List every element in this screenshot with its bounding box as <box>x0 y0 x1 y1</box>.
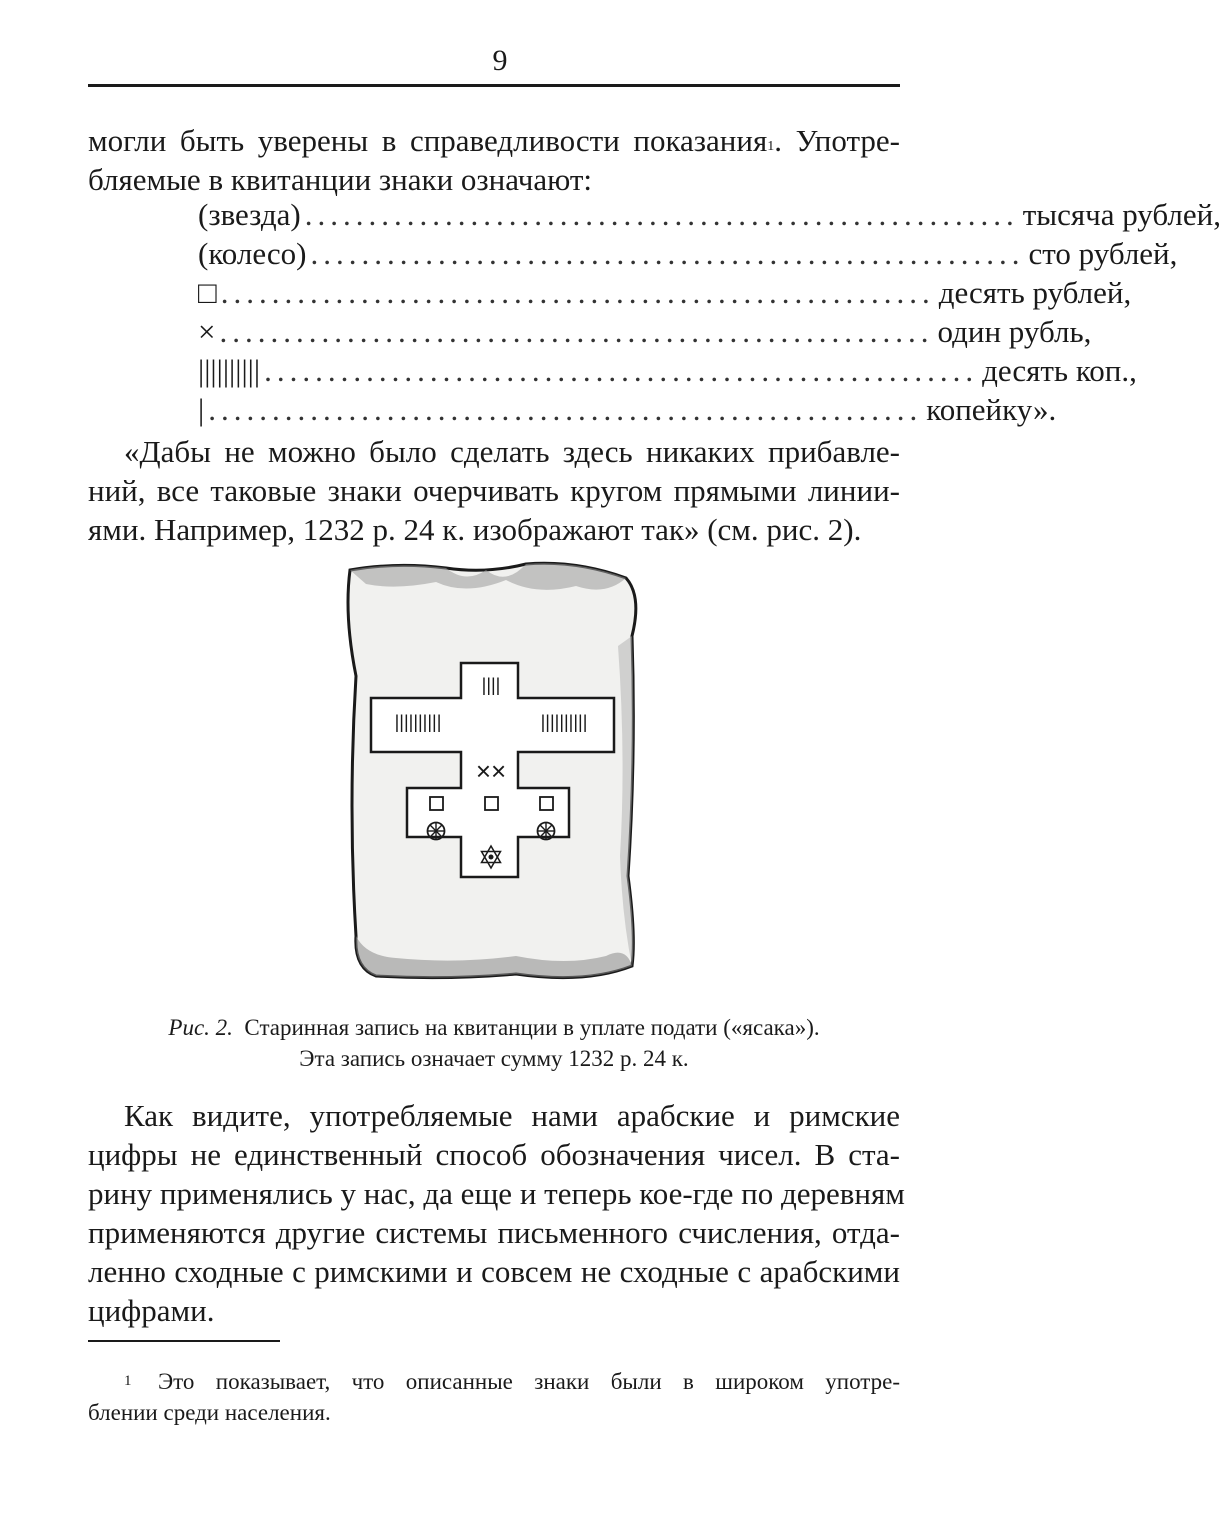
legend-leader-dots: ........................................................ <box>220 275 935 310</box>
hundred-ruble-wheel-icon <box>538 823 555 840</box>
quote-line: ями. Например, 1232 р. 24 к. изображают так» (см. рис. 2). <box>88 512 862 547</box>
footnote <box>88 1366 900 1428</box>
footnote-rule <box>88 1340 280 1342</box>
caption-label: Рис. 2. <box>168 1015 233 1040</box>
legend-symbol: (звезда) <box>198 197 301 232</box>
legend-row <box>198 314 1092 353</box>
legend-row <box>198 197 1221 236</box>
figure-caption <box>88 1012 900 1074</box>
legend-symbol: (колесо) <box>198 236 307 271</box>
header-rule <box>88 84 900 87</box>
legend-value: копейку». <box>926 392 1057 427</box>
paragraph-line: Как видите, употребляемые нами арабские и римские <box>124 1098 900 1133</box>
caption-line-1: Рис. 2. Старинная запись на квитанции в уплате подати («ясака»). <box>168 1015 820 1040</box>
receipt-illustration <box>336 556 654 992</box>
page-number: 9 <box>492 44 508 77</box>
legend-leader-dots: ........................................................ <box>219 314 934 349</box>
legend-row <box>198 353 1137 392</box>
paragraph-line: цифрами. <box>88 1293 215 1328</box>
legend-leader-dots: ........................................................ <box>310 236 1025 271</box>
left-tally-marks: |||||||||| <box>394 712 442 732</box>
legend-value: десять коп., <box>982 353 1137 388</box>
right-tally-marks: |||||||||| <box>540 712 588 732</box>
intro-paragraph <box>88 121 900 199</box>
top-tally-marks: |||| <box>481 675 501 695</box>
legend-leader-dots: ........................................................ <box>304 197 1019 232</box>
legend-symbol: × <box>198 314 216 349</box>
paragraph-line: цифры не единственный способ обозначения чисел. В ста- <box>88 1137 900 1172</box>
footnote-reference: 1 <box>767 139 775 154</box>
quote-paragraph <box>88 432 900 549</box>
quote-line: ний, все таковые знаки очерчивать кругом прямыми линии- <box>88 473 900 508</box>
caption-line-2: Эта запись означает сумму 1232 р. 24 к. <box>299 1046 689 1071</box>
symbol-legend <box>198 197 1221 431</box>
body-paragraph <box>88 1096 905 1330</box>
paragraph-line: ленно сходные с римскими и совсем не сходные с арабскими <box>88 1254 900 1289</box>
legend-value: тысяча рублей, <box>1022 197 1221 232</box>
footnote-line-2: блении среди населения. <box>88 1400 331 1425</box>
intro-line-2: бляемые в квитанции знаки означают: <box>88 162 593 197</box>
legend-row <box>198 392 1057 431</box>
legend-leader-dots: ........................................................ <box>264 353 979 388</box>
intro-line-1: могли быть уверены в справедливости показания$^1$. Употре- <box>88 123 900 158</box>
legend-row <box>198 275 1132 314</box>
ruble-crosses: ×× <box>475 756 507 786</box>
legend-row <box>198 236 1178 275</box>
paragraph-line: применяются другие системы письменного счисления, отда- <box>88 1215 900 1250</box>
legend-value: один рубль, <box>937 314 1092 349</box>
legend-symbol: □ <box>198 275 217 310</box>
legend-value: сто рублей, <box>1028 236 1178 271</box>
quote-line: «Дабы не можно было сделать здесь никаких прибавле- <box>124 434 900 469</box>
legend-leader-dots: ........................................................ <box>208 392 923 427</box>
legend-symbol: |||||||||| <box>198 353 261 388</box>
footnote-line-1: 1 Это показывает, что описанные знаки были в широком употре- <box>88 1366 900 1397</box>
legend-symbol: | <box>198 392 205 427</box>
footnote-number: 1 <box>124 1373 132 1389</box>
legend-value: десять рублей, <box>938 275 1132 310</box>
paragraph-line: рину применялись у нас, да еще и теперь кое-где по деревням <box>88 1176 905 1211</box>
hundred-ruble-wheel-icon <box>428 823 445 840</box>
